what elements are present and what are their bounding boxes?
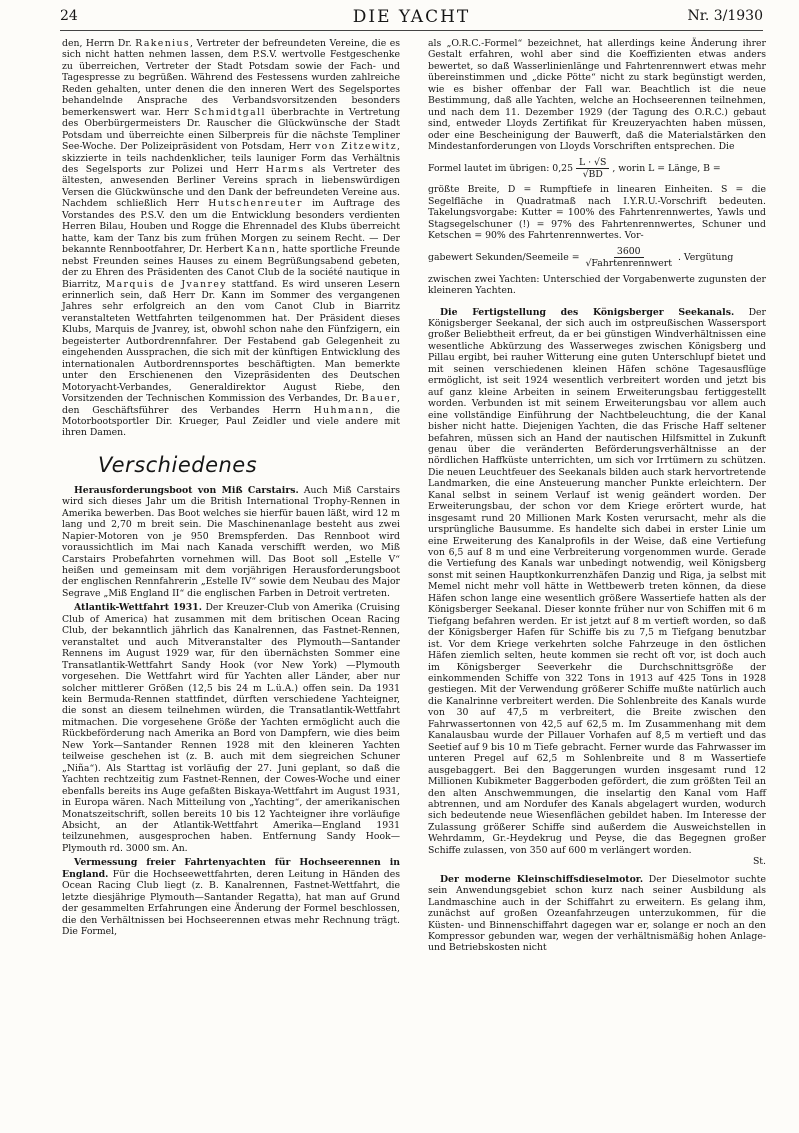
article-title: Die Fertigstellung des Königsberger Seekanals. — [440, 306, 735, 318]
article-dieselmotor: Der moderne Kleinschiffsdieselmotor. Der Dieselmotor suchte sein Anwendungsgebiet schon kurz nach seiner Ausbildung als Landmaschine auch in der Schiffahrt zu erweitern. Es gelang ihm, zunächst auf großen Ozeanfahrzeugen unterzukommen, für die Küsten- und Binnenschiffahrt dagegen war er, solange er noch an den Kompressor gebunden war, wegen der verhältnismäßig hohen Anlage- und Betriebskosten nicht — [428, 873, 767, 954]
article-signature: St. — [752, 856, 766, 868]
formula-fraction: $\frac{L \cdot √S}{√BD}$ — [576, 157, 609, 181]
orc-formula: Formel lautet im übrigen: 0,25 $\frac{L \cdot √S}{√BD}$ , worin L = Länge, B = — [428, 156, 721, 180]
club-report-paragraph: den, Herrn Dr. Rakenius, Vertreter der befreundeten Vereine, die es sich nicht hatten nehmen lassen, dem P.S.V. wertvolle Festgeschenke zu überreichen, Vertreter der Stadt Potsdam sowie der Fach- und Tagespresse zu begrüßen. Während des Festessens wurden zahlreiche Reden gehalten, unter denen die den inneren Wert des Segelsportes behandelnde Ansprache des Verbandsvorsitzenden besonders bemerkenswert war. Herr Schmidtgall überbrachte in Vertretung des Oberbürgermeisters Dr. Rauscher die Glückwünsche der Stadt Potsdam und überreichte einen Silberpreis für die nächste Templiner See-Woche. Der Polizeipräsident von Potsdam, Herr von Zitzewitz, skizzierte in teils nachdenklicher, teils launiger Form das Verhältnis des Segelsports zur Polizei und Herr Harms als Vertreter des ältesten, anwesenden Berliner Vereins sprach in liebenswürdigen Versen die Glückwünsche und den Dank der befreundeten Vereine aus. Nachdem schließlich Herr Hutschenreuter im Auftrage des Vorstandes des P.S.V. den um die Entwicklung besonders verdienten Herren Bilau, Houben und Rogge die Ehrennadel des Klubs überreicht hatte, kam der Tanz bis zum frühen Morgen zu seinem Recht. — Der bekannte Rennbootfahrer, Dr. Herbert Kann, hatte sportliche Freunde nebst Freunden seines Hauses zu einem Begrüßungsabend gebeten, der zu Ehren des Präsidenten des Canot Club de la société nautique in Biarritz, Marquis de Jvanrey stattfand. Es wird unseren Lesern erinnerlich sein, daß Herr Dr. Kann im Sommer des vergangenen Jahres sehr erfolgreich an den vom Canot Club in Biarritz veranstalteten Wettfahrten teilgenommen hat. Der Präsident dieses Klubs, Marquis de Jvanrey, ist, obwohl schon nahe den Fünfzigern, ein begeisterter Autbordrennfahrer. Der Festabend gab Gelegenheit zu eingehenden Aussprachen, die sich mit der künftigen Entwicklung des internationalen Autbordrennsportes beschäftigten. Man bemerkte unter den Erschienenen den Vizepräsidenten des Deutschen Motoryacht-Verbandes, Generaldirektor August Riebe, den Vorsitzenden der Technischen Kommission des Verbandes, Dr. Bauer, den Geschäftsführer des Verbandes Herrn Huhmann, die Motorbootsportler Dir. Krueger, Paul Zeidler und viele andere mit ihren Damen. — [62, 38, 401, 439]
vorgabe-formula: gabewert Sekunden/Seemeile = $\frac{3600}{\text{√Fahrtenrennwert}}$ . Vergütung — [428, 245, 734, 270]
page-header — [60, 6, 763, 31]
article-title: Der moderne Kleinschiffsdieselmotor. — [440, 873, 644, 885]
article-seekanal: Die Fertigstellung des Königsberger Seekanals. Der Königsberger Seekanal, der sich auch im ostpreußischen Wassersport großer Beliebtheit erfreut, da er bei günstigen Windverhältnissen eine wesentliche Abkürzung des Wasserweges zwischen Königsberg und Pillau ergibt, bei rauher Witterung eine guten Unterschlupf bietet und mit seinen verschiedenen kleinen Häfen schöne Tagesausflüge ermöglicht, ist seit 1924 wesentlich verbreitert worden und jetzt bis auf ganz kleine Arbeiten in seinem Erweiterungsbau fertiggestellt worden. Verbunden ist mit seinem Erweiterungsbau vor allem auch eine vollständige Einführung der Nachtbeleuchtung, die der Kanal bisher nicht hatte. Diejenigen Yachten, die das Frische Haff seltener befahren, müssen sich an Hand der nautischen Hilfsmittel in Zukunft genau über die veränderten Beförderungsverhältnisse an der nördlichen Haffküste unterrichten, um sich vor Irrtümern zu schützen. Die neuen Leuchtfeuer des Seekanals bilden auch stark hervortretende Landmarken, die eine Ansteuerung mancher Punkte erleichtern. Der Kanal selbst in seinem Verlauf ist wenig geändert worden. Der Erweiterungsbau, der schon vor dem Kriege erörtert wurde, hat insgesamt rund 20 Millionen Mark Kosten verursacht, mehr als die ursprüngliche Bausumme. Es handelte sich dabei in erster Linie um eine Erweiterung des Kanalprofils in der Weise, daß eine Vertiefung von 6,5 auf 8 m und eine Verbreiterung vorgenommen wurde. Gerade die Vertiefung des Kanals war unbedingt notwendig, weil Königsberg sonst mit seinen Hauptkonkurrenzhäfen Danzig und Riga, ja selbst mit Memel nicht mehr voll hätte in Wettbewerb treten können, da diese Häfen schon lange eine wesentlich größere Wassertiefe hatten als der Königsberger Seekanal. Dieser konnte früher nur von Schiffen mit 6 m Tiefgang befahren werden. Er ist jetzt auf 8 m vertieft worden, so daß der Königsberger Hafen für Schiffe bis zu 7,5 m Tiefgang benutzbar ist. Vor dem Kriege verkehrten solche Fahrzeuge in den östlichen Häfen ziemlich selten, heute kommen sie recht oft vor, ist doch auch im Königsberger Seeverkehr die Durchschnittsgröße der einkommenden Schiffe von 322 Tons in 1913 auf 425 Tons in 1928 gestiegen. Mit der Verwendung größerer Schiffe mußte natürlich auch die Kanalrinne verbreitert werden. Die Sohlenbreite des Kanals wurde von 30 auf 47,5 m verbreitert, die Breite zwischen den Fahrwassertonnen von 42,5 auf 62,5 m. Im Zusammenhang mit dem Kanalausbau wurde der Pillauer Vorhafen auf 8,5 m vertieft und das Seetief auf 9 bis 10 m Tiefe gebracht. Ferner wurde das Fahrwasser im unteren Pregel auf 62,5 m Sohlenbreite und 8 m Wassertiefe ausgebaggert. Bei den Baggerungen wurden insgesamt rund 12 Millionen Kubikmeter Baggerboden gefördert, die zum größten Teil an den alten Anschwemmungen, die inselartig den Kanal vom Haff abtrennen, und am Nordufer des Kanals abgelagert wurden, wodurch sich bedeutende neue Wiesenflächen gebildet haben. Im Interesse der Zulassung größerer Schiffe sind außerdem die Ausweichstellen in Wehrdamm, Gr.-Heydekrug und Peyse, die das Begegnen großer Schiffe zulassen, von 350 auf 600 m verlängert worden. — [428, 306, 766, 856]
right-column — [428, 38, 766, 954]
section-heading: Verschiedenes — [98, 452, 258, 477]
article-carstairs: Herausforderungsboot von Miß Carstairs. Auch Miß Carstairs wird sich dieses Jahr um die British International Trophy-Rennen in Amerika bewerben. Das Boot welches sie hierfür bauen läßt, wird 12 m lang und 2,70 m breit sein. Die Maschinenanlage besteht aus zwei Napier-Motoren von je 950 Bremspferden. Das Rennboot wird voraussichtlich im Mai nach Kanada verschifft werden, wo Miß Carstairs Probefahrten vornehmen will. Das Boot soll „Estelle V“ heißen und gemeinsam mit dem vorjährigen Herausforderungsboot der englischen Rennfahrerin „Estelle IV“ sowie dem Neubau des Major Segrave „Miß England II“ die englischen Farben in Detroit vertreten. — [62, 484, 400, 599]
article-vermessung-continued: als „O.R.C.-Formel“ bezeichnet, hat allerdings keine Änderung ihrer Gestalt erfahren, wohl aber sind die Koeffizienten etwas anders bewertet, so daß Wasserlinienlänge und Fahrtenrennwert etwas mehr übereinstimmen und „dicke Pötte“ nicht zu stark begünstigt werden, wie es bisher offenbar der Fall war. Beachtlich ist die neue Bestimmung, daß alle Yachten, welche an Hochseerennen teilnehmen, und nach dem 11. Dezember 1929 (der Tagung des O.R.C.) gebaut sind, entweder Lloyds Zertifikat für Kreuzeryachten haben müssen, oder eine Bescheinigung der Bauwerft, daß die Materialstärken den Mindestanforderungen von Lloyds Vorschriften entsprechen. Die — [428, 38, 766, 153]
formula-explanation: größte Breite, D = Rumpftiefe in linearen Einheiten. S = die Segelfläche in Quadratmaß nach I.Y.R.U.-Vorschrift bedeuten. Takelungsvorgabe: Kutter = 100% des Fahrtenrennwertes, Yawls und Stagsegelschuner (!) = 97% des Fahrtenrennwertes, Schuner und Ketschen = 90% des Fahrtenrennwertes. Vor- — [428, 184, 766, 242]
article-title: Atlantik-Wettfahrt 1931. — [74, 602, 202, 614]
formula-conclusion: zwischen zwei Yachten: Unterschied der Vorgabenwerte zugunsten der kleineren Yachten. — [428, 273, 766, 297]
article-title: Vermessung freier Fahrtenyachten für Hochseerennen in England. — [62, 857, 400, 880]
page-number: 24 — [60, 8, 78, 24]
article-title: Herausforderungsboot von Miß Carstairs. — [74, 484, 299, 496]
article-vermessung: Vermessung freier Fahrtenyachten für Hochseerennen in England. Für die Hochseewettfahrten, deren Leitung in Händen des Ocean Racing Club liegt (z. B. Kanalrennen, Fastnet-Wettfahrt, die letzte diesjährige Plymouth—Santander Regatta), hat man auf Grund der gesammelten Erfahrungen eine Änderung der Formel beschlossen, die den Verhältnissen bei Hochseerennen etwas mehr Rechnung trägt. Die Formel, — [62, 857, 400, 938]
left-column — [62, 38, 400, 938]
issue-number: Nr. 3/1930 — [687, 8, 763, 24]
journal-title: DIE YACHT — [352, 7, 471, 27]
article-atlantik: Atlantik-Wettfahrt 1931. Der Kreuzer-Club von Amerika (Cruising Club of America) hat zusammen mit dem britischen Ocean Racing Club, der bekanntlich jährlich das Kanalrennen, das Fastnet-Rennen, veranstaltet und auch Mitveranstalter des Plymouth—Santander Rennens im August 1929 war, für den übernächsten Sommer eine Transatlantik-Wettfahrt Sandy Hook (vor New York) —Plymouth vorgesehen. Die Wettfahrt wird für Yachten aller Länder, aber nur solcher mittlerer Größen (12,5 bis 24 m L.ü.A.) offen sein. Da 1931 kein Bermuda-Rennen stattfindet, dürften verschiedene Yachteigner, die sonst an diesem teilnehmen würden, die Transatlantik-Wettfahrt mitmachen. Die vorgesehene Größe der Yachten ermöglicht auch die Rückbeförderung nach Amerika an Bord von Dampfern, wie dies beim New York—Santander Rennen 1928 mit den kleineren Yachten teilweise geschehen ist (z. B. auch mit dem siegreichen Schuner „Niña“). Als Starttag ist vorläufig der 27. Juni geplant, so daß die Yachten rechtzeitig zum Fastnet-Rennen, der Cowes-Woche und einer ebenfalls bereits ins Auge gefaßten Biskaya-Wettfahrt im August 1931, in Europa wären. Nach Mitteilung von „Yachting“, der amerikanischen Monatszeitschrift, sollen bereits 10 bis 12 Yachteigner ihre vorläufige Absicht, an der Atlantik-Wettfahrt Amerika—England 1931 teilzunehmen, ausgesprochen haben. Entfernung Sandy Hook—Plymouth rd. 3000 sm. An. — [62, 602, 400, 854]
formula-fraction: $\frac{3600}{\text{√Fahrtenrennwert}}$ — [585, 245, 672, 270]
